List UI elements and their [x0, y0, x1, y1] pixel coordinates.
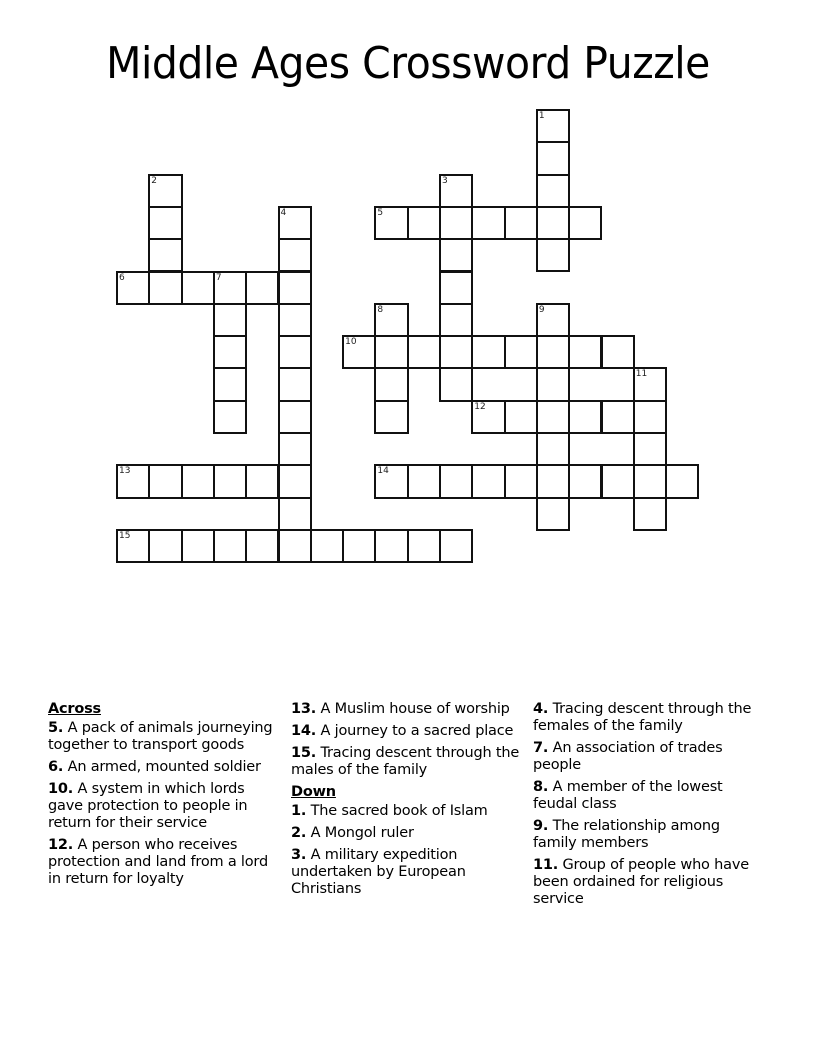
clue-text: An armed, mounted soldier: [67, 759, 261, 775]
crossword-cell[interactable]: [278, 271, 312, 305]
cell-number: 12: [474, 401, 486, 412]
clue-text: The relationship among family members: [533, 818, 720, 851]
crossword-cell[interactable]: [568, 464, 602, 498]
crossword-cell[interactable]: [665, 464, 699, 498]
crossword-cell[interactable]: [439, 464, 473, 498]
crossword-cell[interactable]: [536, 400, 570, 434]
crossword-cell[interactable]: [536, 141, 570, 175]
crossword-cell[interactable]: [471, 206, 505, 240]
crossword-cell[interactable]: [504, 400, 538, 434]
crossword-cell[interactable]: [213, 271, 247, 305]
crossword-cell[interactable]: [407, 464, 441, 498]
clue-text: Tracing descent through the males of the family: [291, 745, 520, 778]
cell-number: 14: [377, 466, 389, 477]
crossword-cell[interactable]: [278, 238, 312, 272]
crossword-cell[interactable]: [407, 335, 441, 369]
cell-number: 2: [151, 175, 158, 186]
clue-text: The sacred book of Islam: [310, 803, 488, 819]
crossword-cell[interactable]: [536, 335, 570, 369]
clue-across-12: [48, 837, 280, 888]
clue-across-6: [48, 759, 280, 776]
clue-down-1: [291, 803, 523, 820]
crossword-cell[interactable]: [568, 206, 602, 240]
crossword-cell[interactable]: [601, 400, 635, 434]
crossword-cell[interactable]: [116, 271, 150, 305]
crossword-cell[interactable]: [439, 174, 473, 208]
crossword-cell[interactable]: [213, 529, 247, 563]
clue-number: 3.: [291, 847, 307, 863]
cell-number: 1: [538, 111, 545, 121]
crossword-cell[interactable]: [407, 206, 441, 240]
crossword-cell[interactable]: [536, 497, 570, 531]
clue-across-5: [48, 720, 280, 754]
clue-down-7: [533, 740, 765, 774]
clue-number: 5.: [48, 720, 64, 736]
crossword-cell[interactable]: [504, 206, 538, 240]
crossword-cell[interactable]: [213, 335, 247, 369]
crossword-cell[interactable]: [278, 497, 312, 531]
crossword-cell[interactable]: [342, 335, 376, 369]
crossword-cell[interactable]: [439, 529, 473, 563]
crossword-cell[interactable]: [633, 400, 667, 434]
crossword-cell[interactable]: [116, 529, 150, 563]
cell-number: 15: [119, 530, 131, 541]
crossword-cell[interactable]: [633, 464, 667, 498]
crossword-cell[interactable]: [374, 303, 408, 337]
crossword-cell[interactable]: [374, 400, 408, 434]
crossword-cell[interactable]: [148, 529, 182, 563]
clue-text: A system in which lords gave protection to people in return for their service: [48, 781, 248, 831]
clue-number: 14.: [291, 723, 317, 739]
crossword-cell[interactable]: [504, 464, 538, 498]
crossword-cell[interactable]: [148, 271, 182, 305]
crossword-cell[interactable]: [633, 497, 667, 531]
cell-number: 9: [538, 304, 545, 315]
crossword-cell[interactable]: [213, 464, 247, 498]
crossword-cell[interactable]: [536, 206, 570, 240]
crossword-cell[interactable]: [310, 529, 344, 563]
clue-number: 2.: [291, 825, 307, 841]
crossword-cell[interactable]: [148, 206, 182, 240]
crossword-cell[interactable]: [536, 464, 570, 498]
crossword-cell[interactable]: [504, 335, 538, 369]
cell-number: 10: [345, 337, 357, 348]
crossword-cell[interactable]: [181, 464, 215, 498]
crossword-cell[interactable]: [374, 335, 408, 369]
clue-number: 12.: [48, 837, 74, 853]
clue-number: 6.: [48, 759, 64, 775]
cell-number: 3: [442, 175, 448, 186]
clues-column-3: [533, 701, 765, 913]
crossword-cell[interactable]: [278, 367, 312, 401]
crossword-cell[interactable]: [374, 529, 408, 563]
crossword-cell[interactable]: [471, 464, 505, 498]
clue-text: A Mongol ruler: [310, 825, 414, 841]
crossword-cell[interactable]: [601, 464, 635, 498]
crossword-cell[interactable]: [374, 367, 408, 401]
crossword-cell[interactable]: [278, 529, 312, 563]
clue-number: 9.: [533, 818, 549, 834]
crossword-cell[interactable]: [633, 367, 667, 401]
clue-number: 11.: [533, 857, 559, 873]
crossword-cell[interactable]: [439, 271, 473, 305]
crossword-cell[interactable]: [213, 400, 247, 434]
crossword-cell[interactable]: [439, 206, 473, 240]
crossword-cell[interactable]: [278, 335, 312, 369]
clue-text: An association of trades people: [533, 740, 723, 773]
crossword-cell[interactable]: [536, 303, 570, 337]
clue-text: Group of people who have been ordained for religious service: [533, 857, 749, 907]
cell-number: 8: [377, 304, 384, 315]
clue-across-10: [48, 781, 280, 832]
clue-down-3: [291, 847, 523, 898]
crossword-cell[interactable]: [439, 238, 473, 272]
clue-number: 4.: [533, 701, 549, 717]
crossword-cell[interactable]: [568, 400, 602, 434]
crossword-cell[interactable]: [278, 432, 312, 466]
cell-number: 6: [119, 272, 125, 283]
crossword-cell[interactable]: [536, 174, 570, 208]
crossword-cell[interactable]: [407, 529, 441, 563]
crossword-cell[interactable]: [374, 206, 408, 240]
clues-column-1: [48, 701, 280, 893]
cell-number: 7: [215, 272, 222, 283]
crossword-cell[interactable]: [278, 400, 312, 434]
crossword-cell[interactable]: [342, 529, 376, 563]
clue-text: Tracing descent through the females of the family: [533, 701, 752, 734]
crossword-cell[interactable]: [374, 464, 408, 498]
page-title: Middle Ages Crossword Puzzle: [106, 38, 710, 89]
clue-text: A pack of animals journeying together to transport goods: [48, 720, 273, 753]
crossword-cell[interactable]: [536, 238, 570, 272]
crossword-cell[interactable]: [536, 367, 570, 401]
clue-number: 8.: [533, 779, 549, 795]
clue-text: A member of the lowest feudal class: [533, 779, 723, 812]
crossword-cell[interactable]: [633, 432, 667, 466]
clue-number: 15.: [291, 745, 317, 761]
crossword-cell[interactable]: [245, 529, 279, 563]
crossword-cell[interactable]: [148, 238, 182, 272]
cell-number: 11: [635, 369, 648, 380]
clue-text: A journey to a sacred place: [320, 723, 514, 739]
clue-down-4: [533, 701, 765, 735]
crossword-cell[interactable]: [181, 529, 215, 563]
cell-number: 5: [377, 207, 384, 218]
crossword-cell[interactable]: [245, 464, 279, 498]
crossword-cell[interactable]: [439, 303, 473, 337]
crossword-cell[interactable]: [439, 335, 473, 369]
clue-number: 10.: [48, 781, 74, 797]
crossword-cell[interactable]: [213, 367, 247, 401]
crossword-cell[interactable]: [278, 206, 312, 240]
clue-across-14: [291, 723, 523, 740]
crossword-cell[interactable]: [116, 464, 150, 498]
clue-text: A Muslim house of worship: [320, 701, 510, 717]
clues-column-2: [291, 701, 523, 903]
cell-number: 13: [119, 466, 131, 477]
crossword-cell[interactable]: [536, 432, 570, 466]
crossword-cell[interactable]: [181, 271, 215, 305]
crossword-cell[interactable]: [278, 303, 312, 337]
clue-down-8: [533, 779, 765, 813]
clue-number: 13.: [291, 701, 317, 717]
across-heading: Across: [48, 701, 101, 717]
crossword-cell[interactable]: [245, 271, 279, 305]
clue-text: A military expedition undertaken by European Christians: [291, 847, 466, 897]
crossword-cell[interactable]: [439, 367, 473, 401]
crossword-cell[interactable]: [148, 174, 182, 208]
clue-across-13: [291, 701, 523, 718]
clue-number: 1.: [291, 803, 307, 819]
clue-down-9: [533, 818, 765, 852]
crossword-cell[interactable]: [148, 464, 182, 498]
clue-number: 7.: [533, 740, 549, 756]
crossword-cell[interactable]: [536, 109, 570, 143]
crossword-cell[interactable]: [471, 400, 505, 434]
clue-down-11: [533, 857, 765, 908]
crossword-cell[interactable]: [568, 335, 602, 369]
crossword-cell[interactable]: [601, 335, 635, 369]
clue-down-2: [291, 825, 523, 842]
clue-text: A person who receives protection and land from a lord in return for loyalty: [48, 837, 268, 887]
crossword-cell[interactable]: [213, 303, 247, 337]
cell-number: 4: [280, 207, 287, 218]
clue-across-15: [291, 745, 523, 779]
crossword-cell[interactable]: [471, 335, 505, 369]
crossword-cell[interactable]: [278, 464, 312, 498]
down-heading: Down: [291, 784, 336, 800]
